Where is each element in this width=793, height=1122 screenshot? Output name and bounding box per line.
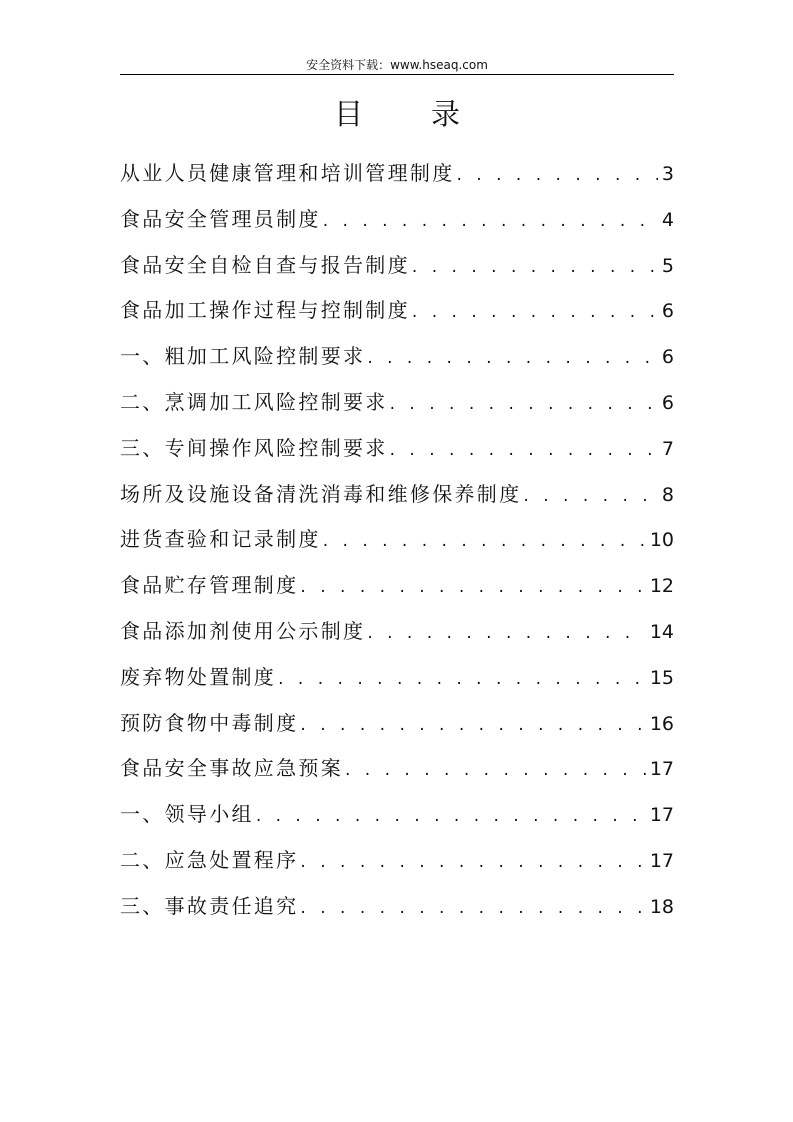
toc-dot-leader	[390, 433, 658, 467]
toc-entry[interactable]	[120, 293, 674, 339]
toc-dot-leader	[300, 708, 645, 742]
toc-entry-label: 食品贮存管理制度	[120, 573, 299, 598]
toc-entry-label: 进货查验和记录制度	[120, 527, 321, 552]
toc-entry-label: 三、专间操作风险控制要求	[120, 435, 388, 460]
page-header: 安全资料下载：www.hseaq.com	[306, 58, 488, 72]
toc-entry-label: 二、烹调加工风险控制要求	[120, 389, 388, 414]
toc-entry-label: 食品安全事故应急预案	[120, 756, 343, 781]
toc-entry-page-number: 16	[649, 712, 674, 735]
toc-entry-label: 一、领导小组	[120, 802, 254, 827]
toc-dot-leader	[278, 662, 646, 696]
toc-entry-page-number: 17	[649, 758, 674, 781]
title-char-1: 目	[333, 97, 363, 131]
toc-entry-page-number: 4	[661, 208, 674, 231]
header-rule	[120, 74, 674, 75]
toc-entry-label: 食品安全自检自查与报告制度	[120, 252, 410, 277]
toc-entry-page-number: 12	[649, 575, 674, 598]
toc-dot-leader	[323, 204, 658, 238]
toc-dot-leader	[300, 570, 645, 604]
toc-entry-page-number: 17	[649, 804, 674, 827]
toc-entry[interactable]	[120, 889, 674, 935]
toc-entry[interactable]	[120, 522, 674, 568]
toc-entry-page-number: 17	[649, 849, 674, 872]
toc-entry[interactable]	[120, 202, 674, 248]
toc-entry-label: 食品添加剂使用公示制度	[120, 618, 366, 643]
toc-dot-leader	[256, 799, 646, 833]
toc-entry-page-number: 5	[661, 254, 674, 277]
toc-entry-page-number: 6	[661, 300, 674, 323]
toc-entry-label: 从业人员健康管理和培训管理制度	[120, 161, 455, 185]
toc-entry-label: 废弃物处置制度	[120, 664, 277, 689]
toc-entry-page-number: 3	[661, 163, 674, 185]
toc-entry-label: 二、应急处置程序	[120, 847, 299, 872]
toc-entry[interactable]	[120, 706, 674, 752]
toc-entry[interactable]	[120, 385, 674, 431]
toc-entry[interactable]	[120, 568, 674, 614]
toc-dot-leader	[300, 845, 645, 879]
toc-entry[interactable]	[120, 248, 674, 294]
toc-dot-leader	[412, 295, 658, 329]
toc-entry[interactable]	[120, 660, 674, 706]
toc-dot-leader	[390, 387, 658, 421]
toc-entry-page-number: 7	[661, 437, 674, 460]
toc-entry-label: 预防食物中毒制度	[120, 710, 299, 735]
toc-entry-label: 场所及设施设备清洗消毒和维修保养制度	[120, 481, 522, 506]
toc-entry[interactable]	[120, 431, 674, 477]
toc-entry-label: 一、粗加工风险控制要求	[120, 344, 366, 369]
toc-entry-label: 三、事故责任追究	[120, 893, 299, 918]
toc-dot-leader	[323, 524, 646, 558]
toc-entry-page-number: 6	[661, 346, 674, 369]
toc-entry[interactable]	[120, 477, 674, 523]
title-char-2: 录	[431, 97, 461, 131]
toc-entry-page-number: 15	[649, 666, 674, 689]
page-title	[120, 94, 674, 134]
toc-entry-page-number: 6	[661, 391, 674, 414]
table-of-contents	[120, 156, 674, 935]
toc-entry-page-number: 18	[649, 895, 674, 918]
toc-entry[interactable]	[120, 751, 674, 797]
toc-entry-page-number: 10	[649, 529, 674, 552]
toc-entry-page-number: 14	[649, 620, 674, 643]
toc-entry[interactable]	[120, 614, 674, 660]
toc-entry[interactable]	[120, 843, 674, 889]
toc-dot-leader	[345, 753, 646, 787]
toc-entry-page-number: 8	[661, 483, 674, 506]
toc-dot-leader	[367, 341, 658, 375]
toc-dot-leader	[367, 616, 646, 650]
toc-entry-label: 食品加工操作过程与控制制度	[120, 298, 410, 323]
toc-dot-leader	[300, 891, 645, 925]
toc-dot-leader	[412, 250, 658, 284]
toc-entry[interactable]	[120, 156, 674, 202]
toc-entry-label: 食品安全管理员制度	[120, 206, 321, 231]
toc-entry[interactable]	[120, 339, 674, 385]
toc-dot-leader	[523, 479, 658, 513]
toc-dot-leader	[457, 158, 658, 192]
toc-entry[interactable]	[120, 797, 674, 843]
